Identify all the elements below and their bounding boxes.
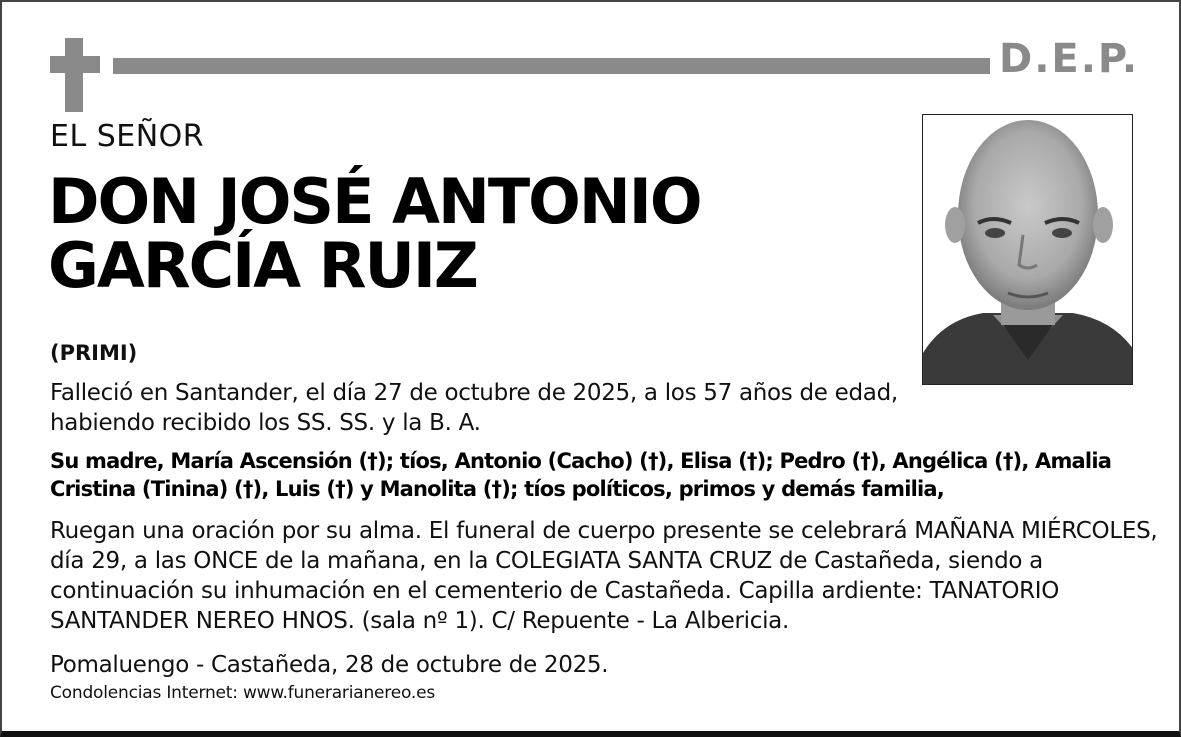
portrait-image (923, 115, 1133, 385)
text-line: Falleció en Santander, el día 27 de octubre de 2025, a los 57 años de edad, (50, 380, 898, 406)
text-line: Su madre, María Ascensión (†); tíos, Antonio (Cacho) (†), Elisa (†); Pedro (†), Angélica (†), Amalia (50, 449, 1112, 473)
name-line: DON JOSÉ ANTONIO (48, 165, 701, 238)
text-line: día 29, a las ONCE de la mañana, en la COLEGIATA SANTA CRUZ de Castañeda, siendo a (50, 548, 1043, 574)
salutation: EL SEÑOR (50, 119, 205, 154)
header-rule (113, 58, 990, 74)
death-notice (50, 378, 910, 438)
family-list (50, 447, 1160, 503)
funeral-details (50, 516, 1158, 636)
text-line: Ruegan una oración por su alma. El funeral de cuerpo presente se celebrará MAÑANA MIÉRCOLES, (50, 518, 1158, 544)
portrait-photo (922, 114, 1133, 385)
deceased-name (48, 165, 701, 302)
text-line: Cristina (Tinina) (†), Luis (†) y Manolita (†); tíos políticos, primos y demás familia, (50, 477, 944, 501)
cross-icon (65, 38, 83, 112)
name-line: GARCÍA RUIZ (48, 229, 477, 302)
nickname: (PRIMI) (50, 341, 138, 365)
text-line: continuación su inhumación en el cementerio de Castañeda. Capilla ardiente: TANATORIO (50, 578, 1060, 604)
text-line: SANTANDER NEREO HNOS. (sala nº 1). C/ Repuente - La Albericia. (50, 608, 789, 634)
condolences-link[interactable]: Condolencias Internet: www.funerarianereo.es (50, 683, 435, 703)
cross-icon-arm (50, 56, 100, 73)
place-and-date: Pomaluengo - Castañeda, 28 de octubre de 2025. (50, 652, 609, 678)
dep-label: D.E.P. (999, 36, 1140, 82)
text-line: habiendo recibido los SS. SS. y la B. A. (50, 410, 481, 436)
